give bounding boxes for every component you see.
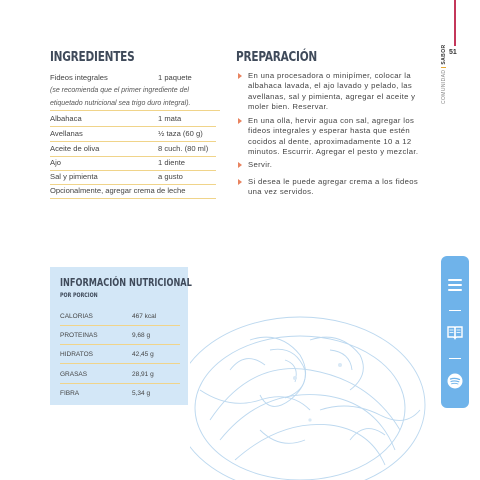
ingredient-qty: a gusto: [158, 172, 183, 181]
prep-step: [238, 177, 434, 198]
ingredient-optional: Opcionalmente, agregar crema de leche: [50, 184, 216, 199]
ingredient-name: Aceite de oliva: [50, 144, 100, 153]
ingredient-qty: 1 diente: [158, 158, 186, 167]
ingredient-qty: 1 paquete: [158, 73, 192, 82]
nutrition-panel: [50, 267, 192, 405]
nutrition-divider: [60, 344, 180, 345]
bullet-arrow-icon: [238, 73, 242, 79]
ingredient-qty: 8 cuch. (80 ml): [158, 144, 209, 153]
section-label: [441, 44, 447, 104]
ingredient-row: [50, 142, 216, 157]
bullet-arrow-icon: [238, 162, 242, 168]
nutrition-value: 467 kcal: [132, 313, 157, 320]
page-marker-line: [454, 0, 456, 46]
ingredient-qty: 1 mata: [158, 114, 182, 123]
sidebar-divider: [449, 310, 461, 311]
nutrition-row: [60, 390, 200, 404]
sidebar-divider: [449, 358, 461, 359]
prep-step-text: Si desea le puede agregar crema a los fideos una vez servidos.: [248, 177, 419, 197]
nutrition-label: HIDRATOS: [60, 351, 93, 358]
spotify-icon[interactable]: [446, 372, 464, 390]
nutrition-label: PROTEINAS: [60, 332, 98, 339]
nutrition-value: 42,45 g: [132, 351, 154, 358]
ingredient-note-line2: etiquetado nutricional sea trigo duro integral).: [50, 97, 220, 111]
nutrition-value: 5,34 g: [132, 390, 151, 397]
ingredient-name: Avellanas: [50, 129, 83, 138]
ingredient-note-line1: (se recomienda que el primer ingrediente del: [50, 87, 189, 94]
ingredient-row: [50, 127, 216, 142]
ingredient-name: Sal y pimienta: [50, 172, 98, 181]
nutrition-value: 28,91 g: [132, 371, 154, 378]
bullet-arrow-icon: [238, 118, 242, 124]
prep-step: [238, 160, 434, 170]
nutrition-title: INFORMACIÓN NUTRICIONAL: [60, 277, 192, 289]
page-number: 51: [449, 49, 457, 56]
nutrition-subtitle: POR PORCIÓN: [60, 292, 98, 299]
ingredient-row: [50, 156, 216, 171]
ingredientes-title: INGREDIENTES: [50, 49, 135, 65]
ingredient-row: [50, 170, 216, 185]
section-label-a: COMUNIDAD: [441, 69, 447, 104]
prep-step: [238, 71, 434, 113]
section-label-b: SABOR: [441, 44, 447, 65]
ingredient-name: Ajo: [50, 158, 61, 167]
nutrition-divider: [60, 325, 180, 326]
ingredient-qty: ½ taza (60 g): [158, 129, 203, 138]
nutrition-label: GRASAS: [60, 371, 88, 378]
sidebar-menu: [441, 256, 469, 408]
menu-icon[interactable]: [446, 276, 464, 294]
nutrition-label: CALORIAS: [60, 313, 93, 320]
nutrition-label: FIBRA: [60, 390, 80, 397]
ingredient-row: [50, 112, 216, 127]
pasta-plate-illustration: [190, 300, 440, 480]
nutrition-row: [60, 332, 200, 346]
ingredient-row: [50, 71, 216, 85]
section-separator: [441, 67, 446, 68]
ingredient-name: Albahaca: [50, 114, 82, 123]
prep-step-text: En una procesadora o minipímer, colocar la albahaca lavada, el ajo lavado y pelado, las avellanas, sal y pimienta, agregar el aceite y moler bien. Reservar.: [248, 71, 416, 112]
nutrition-divider: [60, 383, 180, 384]
book-icon[interactable]: [446, 323, 464, 341]
nutrition-value: 9,68 g: [132, 332, 151, 339]
nutrition-row: [60, 371, 200, 385]
prep-step: [238, 116, 434, 158]
ingredient-name: Fideos integrales: [50, 73, 108, 82]
nutrition-divider: [60, 363, 180, 364]
prep-step-text: Servir.: [248, 160, 273, 169]
prep-step-text: En una olla, hervir agua con sal, agregar los fideos integrales y esperar hasta que estén cocidos al dente, aproximadamente 10 a 12 minutos. Escurrir. Agregar el pesto y mezclar.: [248, 116, 419, 157]
preparacion-title: PREPARACIÓN: [236, 49, 318, 65]
nutrition-row: [60, 351, 200, 365]
nutrition-row: [60, 313, 200, 327]
bullet-arrow-icon: [238, 179, 242, 185]
